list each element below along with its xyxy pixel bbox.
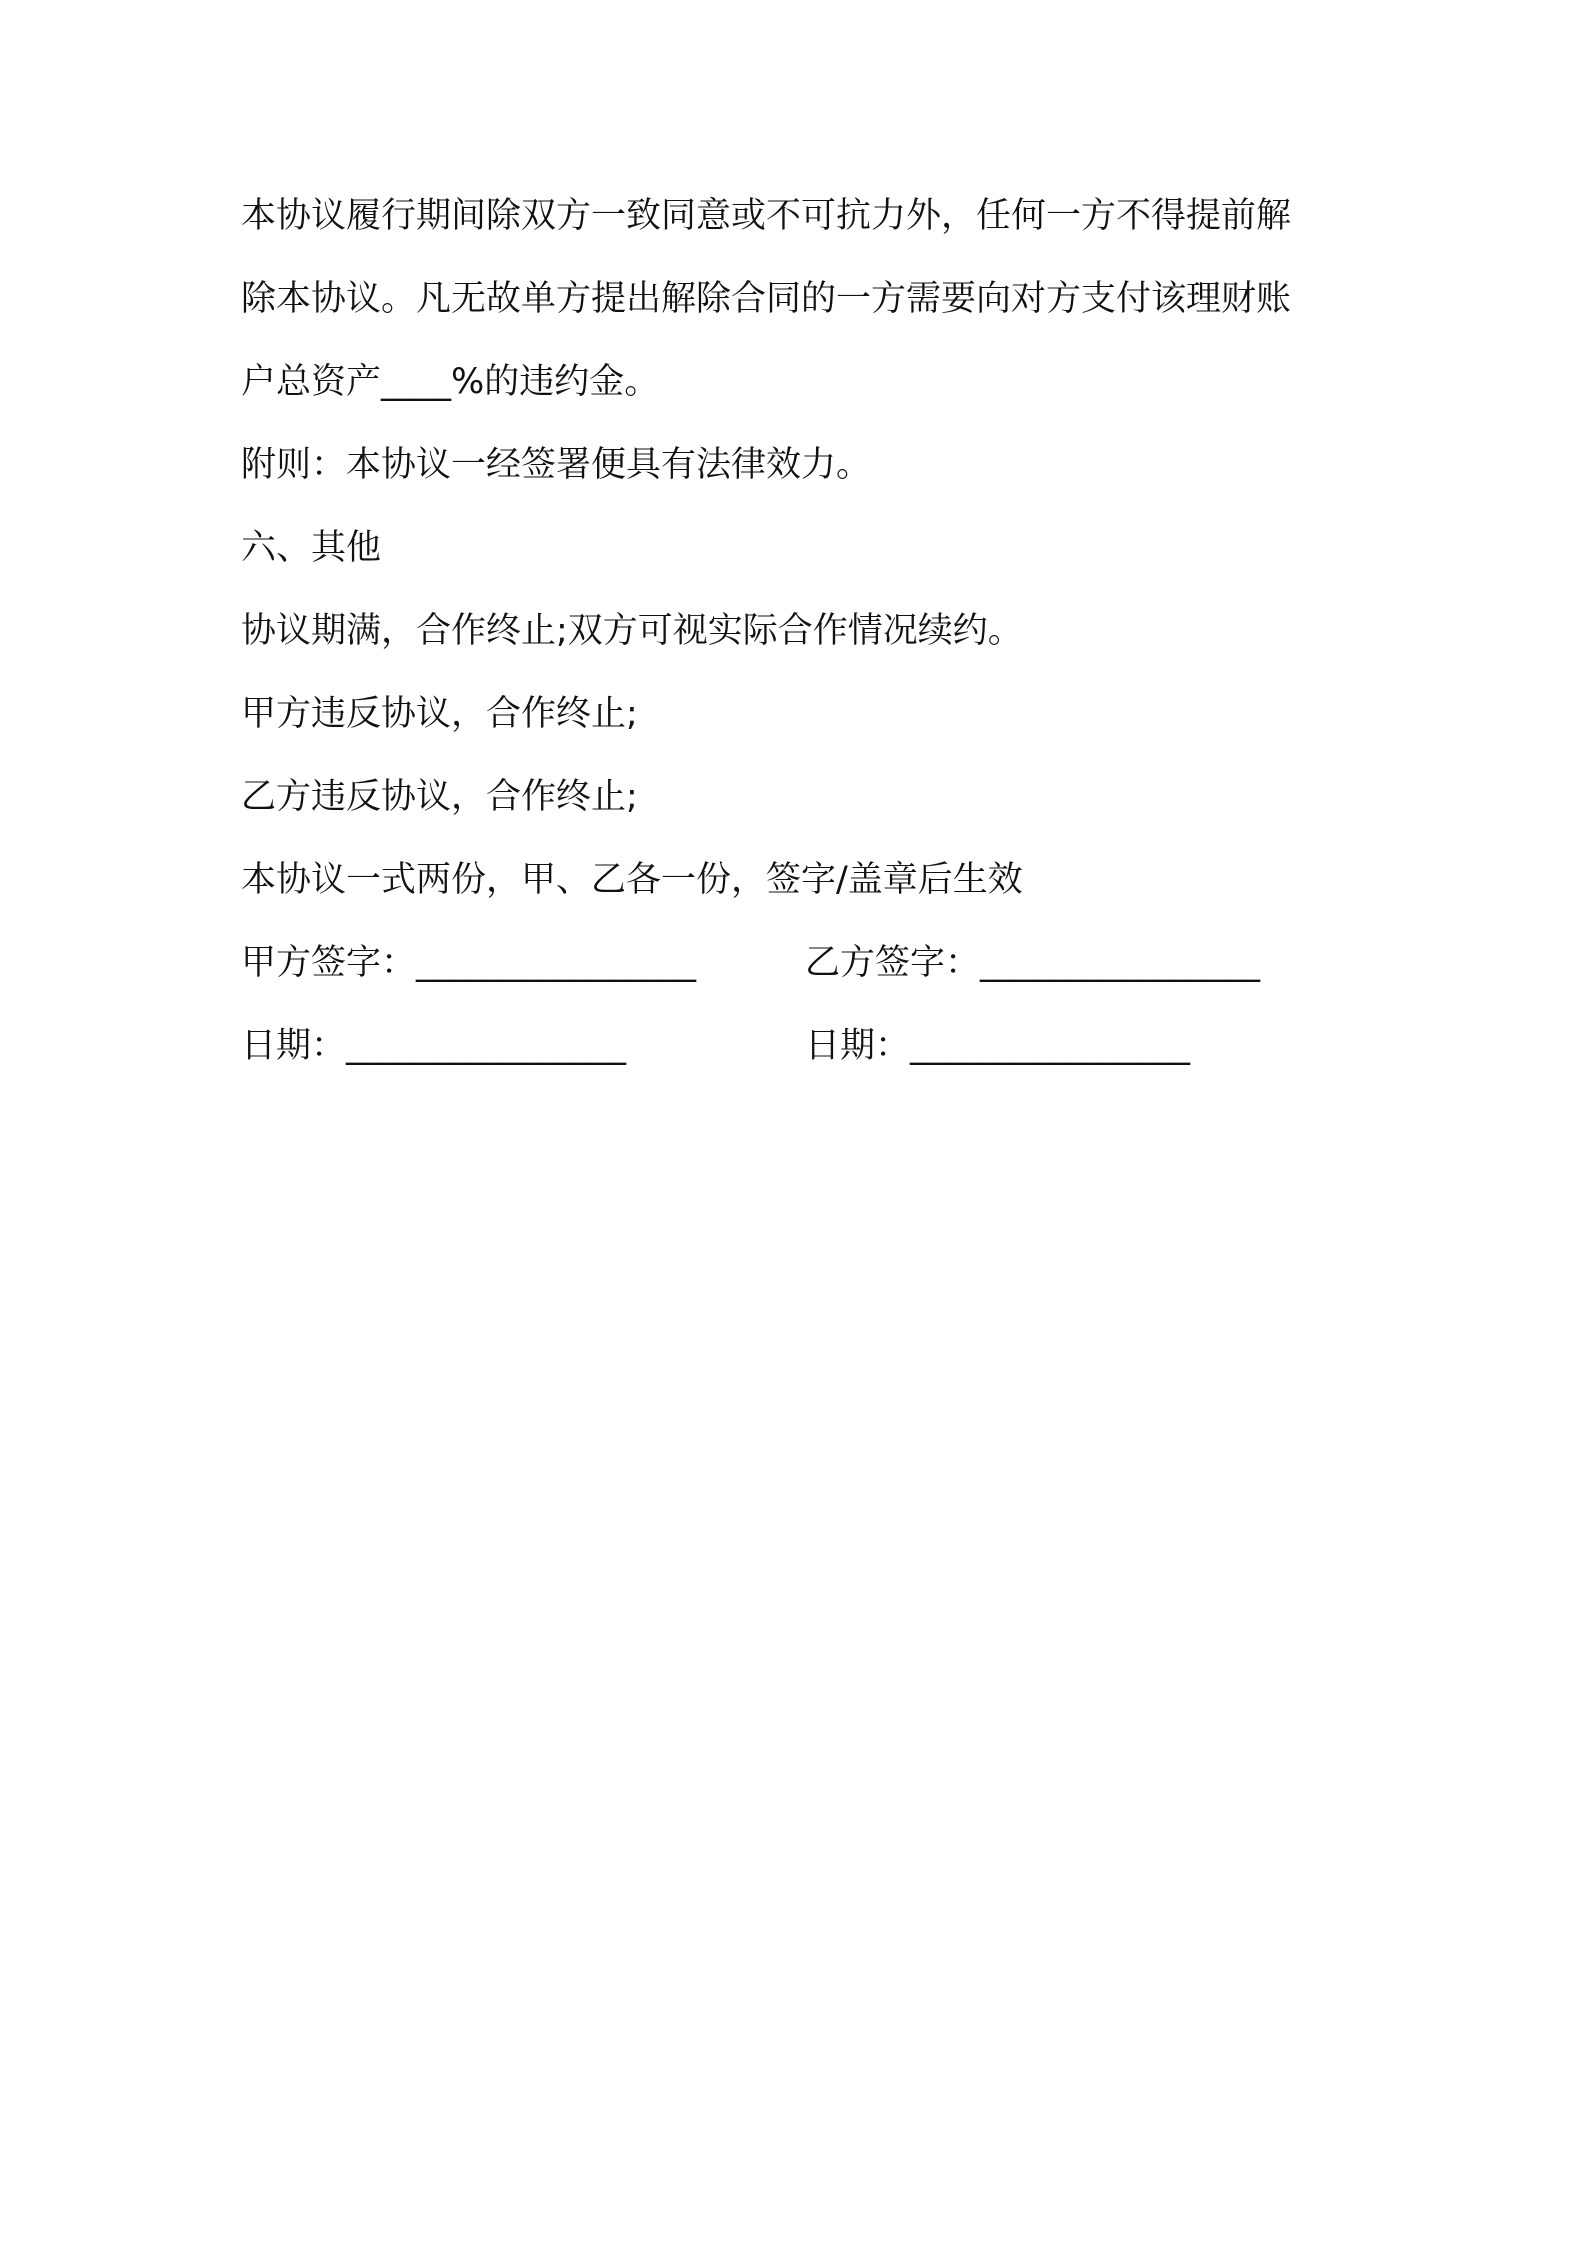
- section-heading: 六、其他: [241, 528, 382, 568]
- clause-item-1: 协议期满，合作终止;双方可视实际合作情况续约。: [241, 611, 1023, 651]
- party-b-signature-line: 乙方签字：________________: [805, 943, 1261, 983]
- party-a-date-line: 日期：________________: [241, 1026, 627, 1066]
- paragraph-line-3: 户总资产____%的违约金。: [241, 362, 660, 402]
- paragraph-line-1: 本协议履行期间除双方一致同意或不可抗力外，任何一方不得提前解: [241, 196, 1292, 236]
- document-body: [241, 196, 1361, 1109]
- clause-item-2: 甲方违反协议，合作终止;: [241, 694, 638, 734]
- clause-item-3: 乙方违反协议，合作终止;: [241, 777, 638, 817]
- appendix-clause: 附则：本协议一经签署便具有法律效力。: [241, 445, 872, 485]
- party-b-date-line: 日期：________________: [805, 1026, 1191, 1066]
- party-a-signature-line: 甲方签字：________________: [241, 943, 697, 983]
- signature-row: [241, 943, 1361, 983]
- date-row: [241, 1026, 1361, 1066]
- paragraph-line-2: 除本协议。凡无故单方提出解除合同的一方需要向对方支付该理财账: [241, 279, 1292, 319]
- clause-item-4: 本协议一式两份，甲、乙各一份，签字/盖章后生效: [241, 860, 1023, 900]
